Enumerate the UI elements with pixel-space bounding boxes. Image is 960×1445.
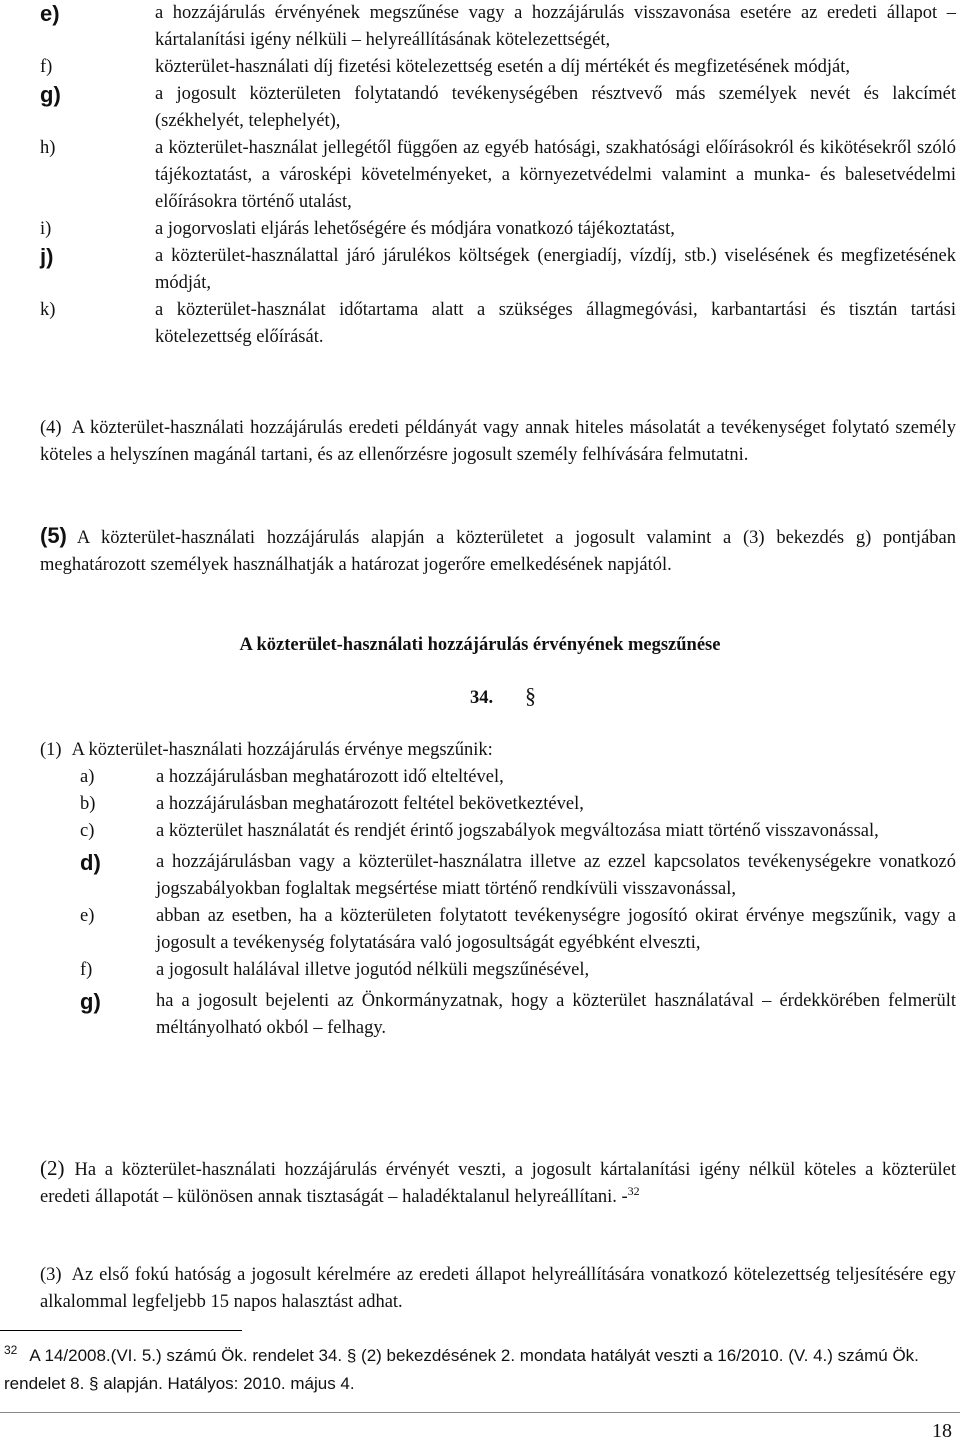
provision-list-2 (80, 764, 956, 1042)
list-item (40, 81, 956, 135)
subsection-1 (40, 737, 956, 764)
page-footer-divider (0, 1412, 960, 1413)
list-item (80, 849, 956, 903)
item-label: g) (40, 82, 61, 107)
item-label: d) (80, 850, 101, 875)
paragraph-text: A közterület-használati hozzájárulás eredeti példányát vagy annak hiteles másolatát a tevékenységet folytató személy köteles a helyszínen magánál tartani, és az ellenőrzésre jogosult személy felhívására felmutatni. (40, 418, 956, 465)
item-text: a hozzájárulásban meghatározott idő elteltével, (156, 767, 504, 787)
paragraph-number: (4) (40, 418, 62, 438)
footnote-divider (0, 1330, 242, 1331)
footnote-reference[interactable]: 32 (627, 1183, 640, 1198)
item-text: a közterület-használattal járó járulékos költségek (energiadíj, vízdíj, stb.) viselésének és megfizetésének módját, (155, 246, 956, 293)
item-label: f) (80, 960, 93, 980)
list-item (40, 135, 956, 216)
item-text: közterület-használati díj fizetési kötelezettség esetén a díj mértékét és megfizetésének módját, (155, 57, 850, 77)
list-item (40, 54, 956, 81)
section-number: 34. (470, 688, 494, 708)
list-item (80, 791, 956, 818)
item-text: a hozzájárulásban vagy a közterület-használatra illetve az ezzel kapcsolatos tevékenységekre vonatkozó jogszabályokban foglaltak megsértése miatt történő rendkívüli visszavonással, (156, 852, 956, 899)
list-item (80, 903, 956, 957)
paragraph-5 (40, 522, 956, 579)
item-text: a közterület-használat jellegétől függően az egyéb hatósági, szakhatósági előírásokról és kikötésekről szóló tájékoztatást, a városképi követelményeket, a környezetvédelmi valamint a munka- és balesetvédelmi előírásokra történő utalást, (155, 138, 956, 212)
item-text: a jogosult halálával illetve jogutód nélküli megszűnésével, (156, 960, 590, 980)
item-label: k) (40, 300, 56, 320)
paragraph-number: (5) (40, 523, 67, 548)
item-label: a) (80, 767, 95, 787)
item-text: a közterület-használat időtartama alatt a szükséges állagmegóvási, karbantartási és tisztán tartási kötelezettség előírását. (155, 300, 956, 347)
item-label: h) (40, 138, 56, 158)
list-item (40, 297, 956, 351)
item-text: a jogosult közterületen folytatandó tevékenységében résztvevő más személyek nevét és lakcímét (székhelyét, telephelyét), (155, 84, 956, 131)
item-text: a hozzájárulásban meghatározott feltétel bekövetkeztével, (156, 794, 584, 814)
paragraph-4 (40, 415, 956, 469)
list-item (40, 243, 956, 297)
subsection-3 (40, 1262, 956, 1316)
list-item (80, 764, 956, 791)
list-item (40, 216, 956, 243)
item-label: b) (80, 794, 96, 814)
subsection-intro: A közterület-használati hozzájárulás érvénye megszűnik: (71, 740, 493, 760)
item-text: a jogorvoslati eljárás lehetőségére és módjára vonatkozó tájékoztatást, (155, 219, 675, 239)
item-label: g) (80, 989, 101, 1014)
subsection-number: (1) (40, 740, 62, 760)
section-sign: § (525, 683, 536, 708)
section-heading: A közterület-használati hozzájárulás érvényének megszűnése (239, 635, 721, 655)
page-number: 18 (932, 1420, 952, 1442)
subsection-text: Az első fokú hatóság a jogosult kérelmére az eredeti állapot helyreállítására vonatkozó kötelezettség teljesítésére egy alkalommal legfeljebb 15 napos halasztást adhat. (40, 1265, 956, 1312)
item-label: i) (40, 219, 52, 239)
item-text: abban az esetben, ha a közterületen folytatott tevékenységre jogosító okirat érvénye megszűnik, vagy a jogosult a tevékenység folytatására való jogosultságát egyébként elveszti, (156, 906, 956, 953)
item-label: f) (40, 57, 53, 77)
item-text: ha a jogosult bejelenti az Önkormányzatnak, hogy a közterület használatával – érdekkörében felmerült méltányolható okból – felhagy. (156, 991, 956, 1038)
footnote-text: A 14/2008.(VI. 5.) számú Ök. rendelet 34. § (2) bekezdésének 2. mondata hatályát veszti a 16/2010. (V. 4.) számú Ök. rendelet 8. § alapján. Hatályos: 2010. május 4. (4, 1346, 919, 1393)
item-text: a közterület használatát és rendjét érintő jogszabályok megváltozása miatt történő visszavonással, (156, 821, 879, 841)
subsection-text: Ha a közterület-használati hozzájárulás érvényét veszti, a jogosult kártalanítási igény nélkül köteles a közterület eredeti állapotát – különösen annak tisztaságát – haladéktalanul helyreállítani. - (40, 1160, 956, 1207)
list-item (80, 988, 956, 1042)
provision-list-1 (40, 0, 956, 351)
item-label: c) (80, 821, 95, 841)
subsection-2 (40, 1155, 956, 1211)
list-item (40, 0, 956, 54)
list-item (80, 818, 956, 845)
item-text: a hozzájárulás érvényének megszűnése vagy a hozzájárulás visszavonása esetére az eredeti állapot – kártalanítási igény nélküli – helyreállításának kötelezettségét, (155, 3, 956, 50)
item-label: e) (40, 1, 60, 26)
item-label: j) (40, 244, 54, 269)
subsection-number: (3) (40, 1265, 62, 1285)
item-label: e) (80, 906, 95, 926)
footnote (4, 1342, 956, 1398)
list-item (80, 957, 956, 984)
paragraph-text: A közterület-használati hozzájárulás alapján a közterületet a jogosult valamint a (3) bekezdés g) pontjában meghatározott személyek használhatják a határozat jogerőre emelkedésének napjától. (40, 528, 956, 575)
footnote-mark: 32 (4, 1343, 18, 1358)
subsection-number: (2) (40, 1156, 65, 1180)
